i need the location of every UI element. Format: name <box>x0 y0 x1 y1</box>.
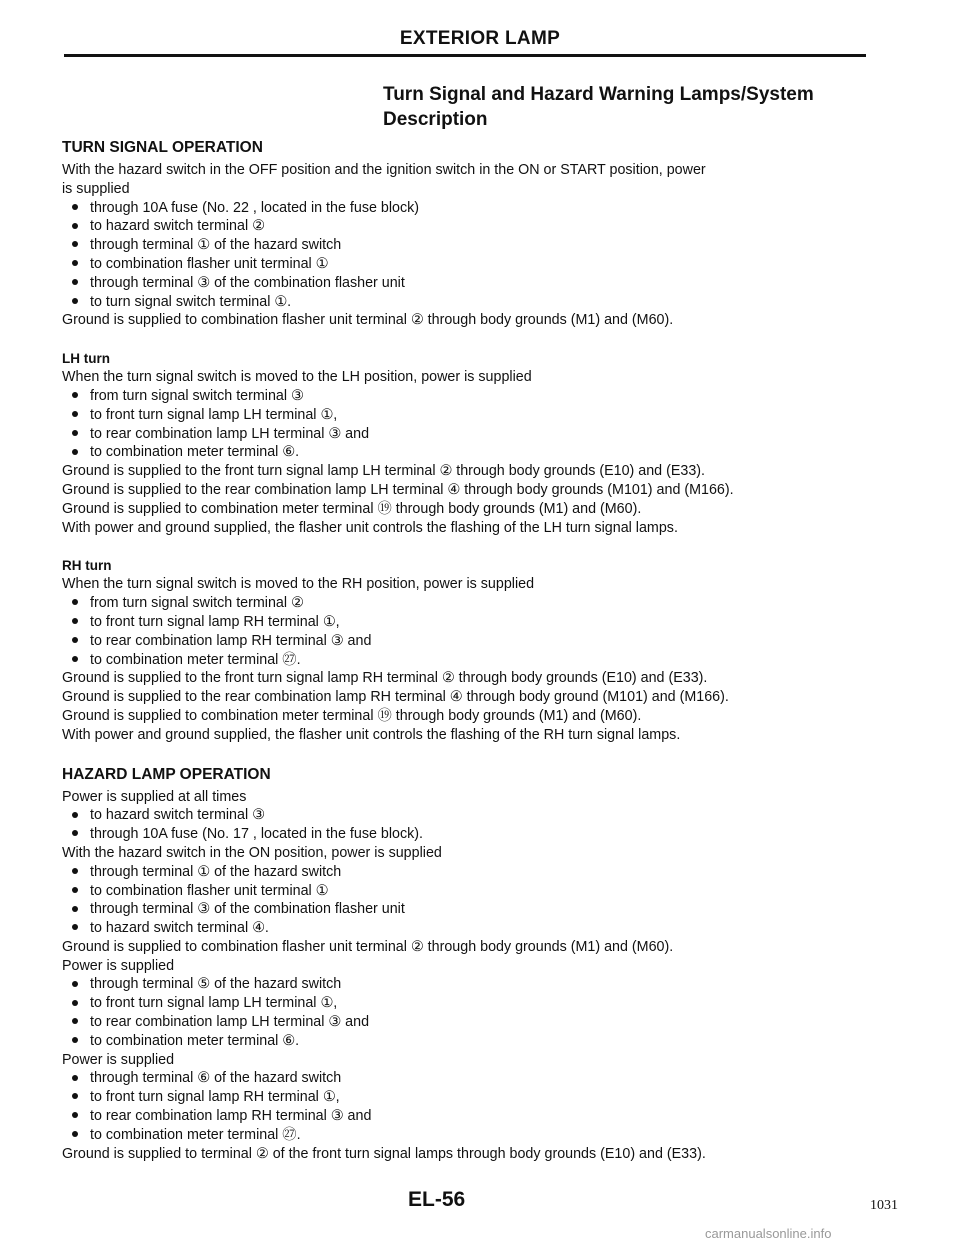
bullet-text: to turn signal switch terminal ①. <box>90 293 292 310</box>
bullet-item <box>62 255 872 274</box>
bullet-item <box>62 1013 872 1032</box>
text-line: Ground is supplied to the rear combination lamp RH terminal ④ through body ground (M101) and (M166). <box>62 689 729 706</box>
bullet-dot-icon <box>72 830 78 836</box>
text-line: Ground is supplied to the rear combination lamp LH terminal ④ through body grounds (M101) and (M166). <box>62 481 734 498</box>
bullet-text: through terminal ③ of the combination flasher unit <box>90 274 405 291</box>
rh-turn-lines <box>62 575 872 744</box>
bullet-text: to rear combination lamp RH terminal ③ and <box>90 1108 372 1125</box>
text-line: Ground is supplied to combination meter terminal ⑲ through body grounds (M1) and (M60). <box>62 500 642 517</box>
bullet-text: to rear combination lamp RH terminal ③ and <box>90 632 372 649</box>
bullet-text: to front turn signal lamp LH terminal ①, <box>90 406 338 423</box>
bullet-text: to hazard switch terminal ② <box>90 218 265 235</box>
bullet-item <box>62 632 872 651</box>
bullet-item <box>62 406 872 425</box>
text-line: Ground is supplied to combination flasher unit terminal ② through body grounds (M1) and (M60). <box>62 312 674 329</box>
bullet-item <box>62 613 872 632</box>
bullet-dot-icon <box>72 906 78 912</box>
bullet-text: through terminal ⑥ of the hazard switch <box>90 1070 342 1087</box>
bullet-item <box>62 425 872 444</box>
bullet-dot-icon <box>72 241 78 247</box>
document-body <box>62 138 872 1163</box>
bullet-text: from turn signal switch terminal ③ <box>90 387 304 404</box>
bullet-item <box>62 1069 872 1088</box>
bullet-text: through terminal ① of the hazard switch <box>90 237 342 254</box>
text-line: When the turn signal switch is moved to the RH position, power is supplied <box>62 576 535 593</box>
bullet-dot-icon <box>72 656 78 662</box>
bullet-item <box>62 1088 872 1107</box>
bullet-text: through terminal ③ of the combination flasher unit <box>90 901 405 918</box>
header-title: EXTERIOR LAMP <box>399 28 561 49</box>
bullet-text: to combination meter terminal ㉗. <box>90 651 301 668</box>
text-line: With power and ground supplied, the flasher unit controls the flashing of the RH turn signal lamps. <box>62 726 681 743</box>
bullet-dot-icon <box>72 449 78 455</box>
bullet-text: to front turn signal lamp LH terminal ①, <box>90 995 338 1012</box>
bullet-item <box>62 274 872 293</box>
turn-signal-heading: TURN SIGNAL OPERATION <box>62 139 263 156</box>
bullet-dot-icon <box>72 637 78 643</box>
bullet-dot-icon <box>72 411 78 417</box>
spacer <box>62 745 872 765</box>
bullet-item <box>62 1126 872 1145</box>
bullet-dot-icon <box>72 298 78 304</box>
bullet-item <box>62 825 872 844</box>
bullet-item <box>62 1032 872 1051</box>
bullet-text: to rear combination lamp LH terminal ③ and <box>90 1014 370 1031</box>
text-line: is supplied <box>62 180 130 197</box>
watermark: carmanualsonline.info <box>705 1226 832 1241</box>
bullet-dot-icon <box>72 392 78 398</box>
bullet-item <box>62 651 872 670</box>
rh-turn-heading: RH turn <box>62 558 112 574</box>
bullet-text: to combination meter terminal ㉗. <box>90 1126 301 1143</box>
bullet-text: to hazard switch terminal ④. <box>90 920 269 937</box>
text-line: With power and ground supplied, the flasher unit controls the flashing of the LH turn signal lamps. <box>62 519 678 536</box>
text-line: Ground is supplied to terminal ② of the front turn signal lamps through body grounds (E10) and (E33). <box>62 1145 706 1162</box>
turn-signal-lines <box>62 161 872 330</box>
section-title-line2: Description <box>383 109 488 130</box>
bullet-item <box>62 1107 872 1126</box>
bullet-item <box>62 863 872 882</box>
bullet-dot-icon <box>72 204 78 210</box>
bullet-dot-icon <box>72 618 78 624</box>
hazard-lines <box>62 788 872 1164</box>
bullet-dot-icon <box>72 981 78 987</box>
section-title-line1: Turn Signal and Hazard Warning Lamps/System <box>383 84 814 105</box>
bullet-item <box>62 199 872 218</box>
text-line: Ground is supplied to combination flasher unit terminal ② through body grounds (M1) and (M60). <box>62 938 674 955</box>
section-title <box>383 82 883 132</box>
bullet-item <box>62 919 872 938</box>
bullet-dot-icon <box>72 279 78 285</box>
bullet-item <box>62 236 872 255</box>
bullet-item <box>62 994 872 1013</box>
bullet-dot-icon <box>72 1093 78 1099</box>
bullet-text: from turn signal switch terminal ② <box>90 595 304 612</box>
bullet-dot-icon <box>72 1018 78 1024</box>
bullet-dot-icon <box>72 868 78 874</box>
hazard-heading: HAZARD LAMP OPERATION <box>62 765 271 783</box>
bullet-dot-icon <box>72 887 78 893</box>
bullet-dot-icon <box>72 1000 78 1006</box>
bullet-text: to hazard switch terminal ③ <box>90 807 265 824</box>
bullet-item <box>62 806 872 825</box>
document-number: 1031 <box>870 1198 898 1213</box>
page-number: EL-56 <box>408 1188 466 1211</box>
bullet-text: through 10A fuse (No. 22 , located in the fuse block) <box>90 199 420 216</box>
bullet-dot-icon <box>72 1131 78 1137</box>
bullet-dot-icon <box>72 812 78 818</box>
text-line: Ground is supplied to the front turn signal lamp LH terminal ② through body grounds (E10) and (E33). <box>62 463 706 480</box>
lh-turn-lines <box>62 368 872 537</box>
bullet-text: to combination flasher unit terminal ① <box>90 255 329 272</box>
bullet-text: to combination meter terminal ⑥. <box>90 1032 300 1049</box>
bullet-text: to combination meter terminal ⑥. <box>90 444 300 461</box>
text-line: With the hazard switch in the OFF position and the ignition switch in the ON or START position, power <box>62 162 706 178</box>
lh-turn-heading: LH turn <box>62 351 110 367</box>
text-line: With the hazard switch in the ON position, power is supplied <box>62 844 442 861</box>
header-rule <box>64 54 866 57</box>
spacer <box>62 537 872 557</box>
bullet-dot-icon <box>72 430 78 436</box>
bullet-item <box>62 217 872 236</box>
bullet-item <box>62 900 872 919</box>
bullet-dot-icon <box>72 260 78 266</box>
spacer <box>62 330 872 350</box>
bullet-item <box>62 975 872 994</box>
text-line: Power is supplied at all times <box>62 788 247 805</box>
bullet-item <box>62 293 872 312</box>
bullet-text: through 10A fuse (No. 17 , located in the fuse block). <box>90 826 424 843</box>
bullet-dot-icon <box>72 1037 78 1043</box>
bullet-dot-icon <box>72 599 78 605</box>
bullet-item <box>62 594 872 613</box>
bullet-text: through terminal ⑤ of the hazard switch <box>90 976 342 993</box>
bullet-text: to rear combination lamp LH terminal ③ and <box>90 425 370 442</box>
text-line: Ground is supplied to the front turn signal lamp RH terminal ② through body grounds (E10) and (E33). <box>62 670 708 687</box>
bullet-text: to front turn signal lamp RH terminal ①, <box>90 1089 340 1106</box>
bullet-text: to front turn signal lamp RH terminal ①, <box>90 613 340 630</box>
bullet-item <box>62 387 872 406</box>
text-line: Power is supplied <box>62 957 175 974</box>
bullet-text: through terminal ① of the hazard switch <box>90 863 342 880</box>
bullet-text: to combination flasher unit terminal ① <box>90 882 329 899</box>
bullet-dot-icon <box>72 1075 78 1081</box>
bullet-item <box>62 443 872 462</box>
bullet-dot-icon <box>72 223 78 229</box>
text-line: Power is supplied <box>62 1051 175 1068</box>
bullet-dot-icon <box>72 1112 78 1118</box>
bullet-dot-icon <box>72 924 78 930</box>
text-line: When the turn signal switch is moved to the LH position, power is supplied <box>62 369 532 386</box>
bullet-item <box>62 882 872 901</box>
text-line: Ground is supplied to combination meter terminal ⑲ through body grounds (M1) and (M60). <box>62 707 642 724</box>
page-header <box>64 28 866 50</box>
